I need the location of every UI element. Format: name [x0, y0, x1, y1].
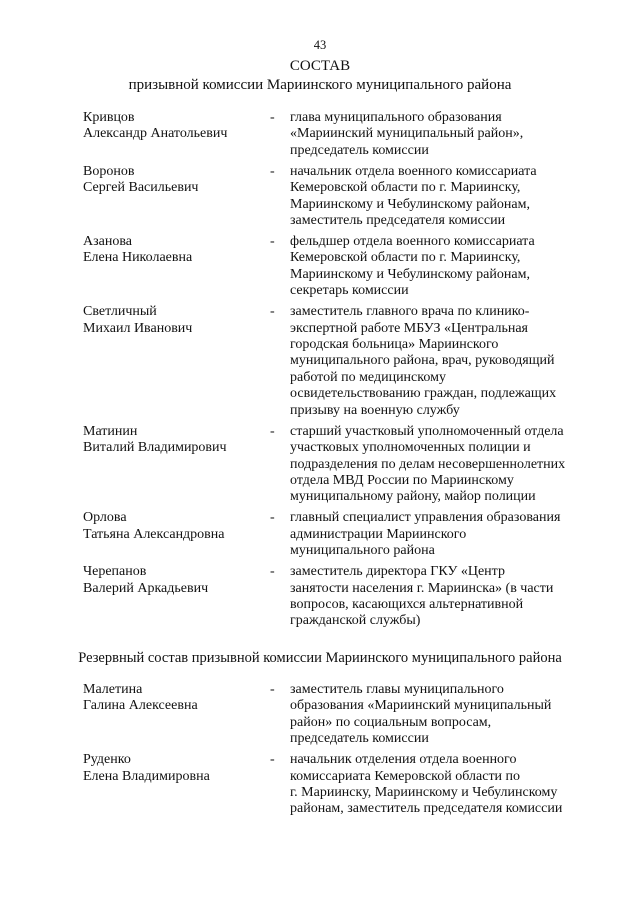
- member-dash: -: [270, 510, 275, 526]
- reserve-members-list: [83, 682, 593, 822]
- member-name: Азанова Елена Николаевна: [83, 234, 193, 266]
- member-row: [83, 234, 593, 300]
- member-role: фельдшер отдела военного комиссариата Кемеровской области по г. Мариинску, Мариинскому и Чебулинскому районам, секретарь комиссии: [290, 234, 535, 299]
- member-role: начальник отдела военного комиссариата Кемеровской области по г. Мариинску, Мариинскому и Чебулинскому районам, заместитель председателя комиссии: [290, 163, 537, 229]
- member-row: [83, 752, 593, 818]
- member-row: [83, 110, 593, 159]
- member-dash: -: [270, 304, 275, 320]
- member-dash: -: [270, 564, 275, 580]
- member-name: Кривцов Александр Анатольевич: [83, 110, 228, 142]
- member-dash: -: [270, 752, 275, 768]
- member-role: глава муниципального образования «Мариинский муниципальный район», председатель комиссии: [290, 110, 524, 158]
- member-name: Руденко Елена Владимировна: [83, 752, 210, 784]
- member-role: главный специалист управления образования администрации Мариинского муниципального района: [290, 510, 561, 559]
- reserve-section-heading: Резервный состав призывной комиссии Мариинского муниципального района: [78, 650, 562, 666]
- member-row: [83, 164, 593, 230]
- main-members-list: [83, 110, 593, 634]
- member-role: старший участковый уполномоченный отдела участковых уполномоченных полиции и подразделения по делам несовершеннолетних отдела МВД России по Мариинскому муниципальному району, майор полиции: [290, 423, 566, 505]
- member-name: Малетина Галина Алексеевна: [83, 682, 198, 714]
- member-dash: -: [270, 163, 275, 179]
- document-title: СОСТАВ: [289, 58, 351, 74]
- member-row: [83, 424, 593, 506]
- member-name: Матинин Виталий Владимирович: [83, 423, 227, 456]
- document-subtitle: призывной комиссии Мариинского муниципального района: [128, 77, 512, 93]
- member-row: [83, 304, 593, 419]
- member-name: Черепанов Валерий Аркадьевич: [83, 564, 209, 596]
- member-name: Светличный Михаил Иванович: [83, 304, 193, 336]
- member-role: заместитель главы муниципального образования «Мариинский муниципальный район» по социальным вопросам, председатель комиссии: [290, 682, 552, 747]
- member-row: [83, 510, 593, 559]
- member-role: заместитель главного врача по клинико- экспертной работе МБУЗ «Центральная городская больница» Мариинского муниципального района, врач, руководящий работой по медицинскому освидетельствованию граждан, подлежащих призыву на военную службу: [290, 304, 557, 418]
- member-row: [83, 682, 593, 748]
- member-dash: -: [270, 423, 275, 439]
- member-name: Орлова Татьяна Александровна: [83, 510, 225, 542]
- member-row: [83, 564, 593, 630]
- member-role: заместитель директора ГКУ «Центр занятости населения г. Мариинска» (в части вопросов, касающихся альтернативной гражданской службы): [290, 564, 554, 629]
- member-dash: -: [270, 682, 275, 697]
- member-name: Воронов Сергей Васильевич: [83, 163, 199, 196]
- member-dash: -: [270, 234, 275, 250]
- page-number: 43: [313, 38, 327, 52]
- member-role: начальник отделения отдела военного комиссариата Кемеровской области по г. Мариинску, Мариинскому и Чебулинскому районам, заместитель председателя комиссии: [290, 752, 563, 817]
- member-dash: -: [270, 110, 275, 125]
